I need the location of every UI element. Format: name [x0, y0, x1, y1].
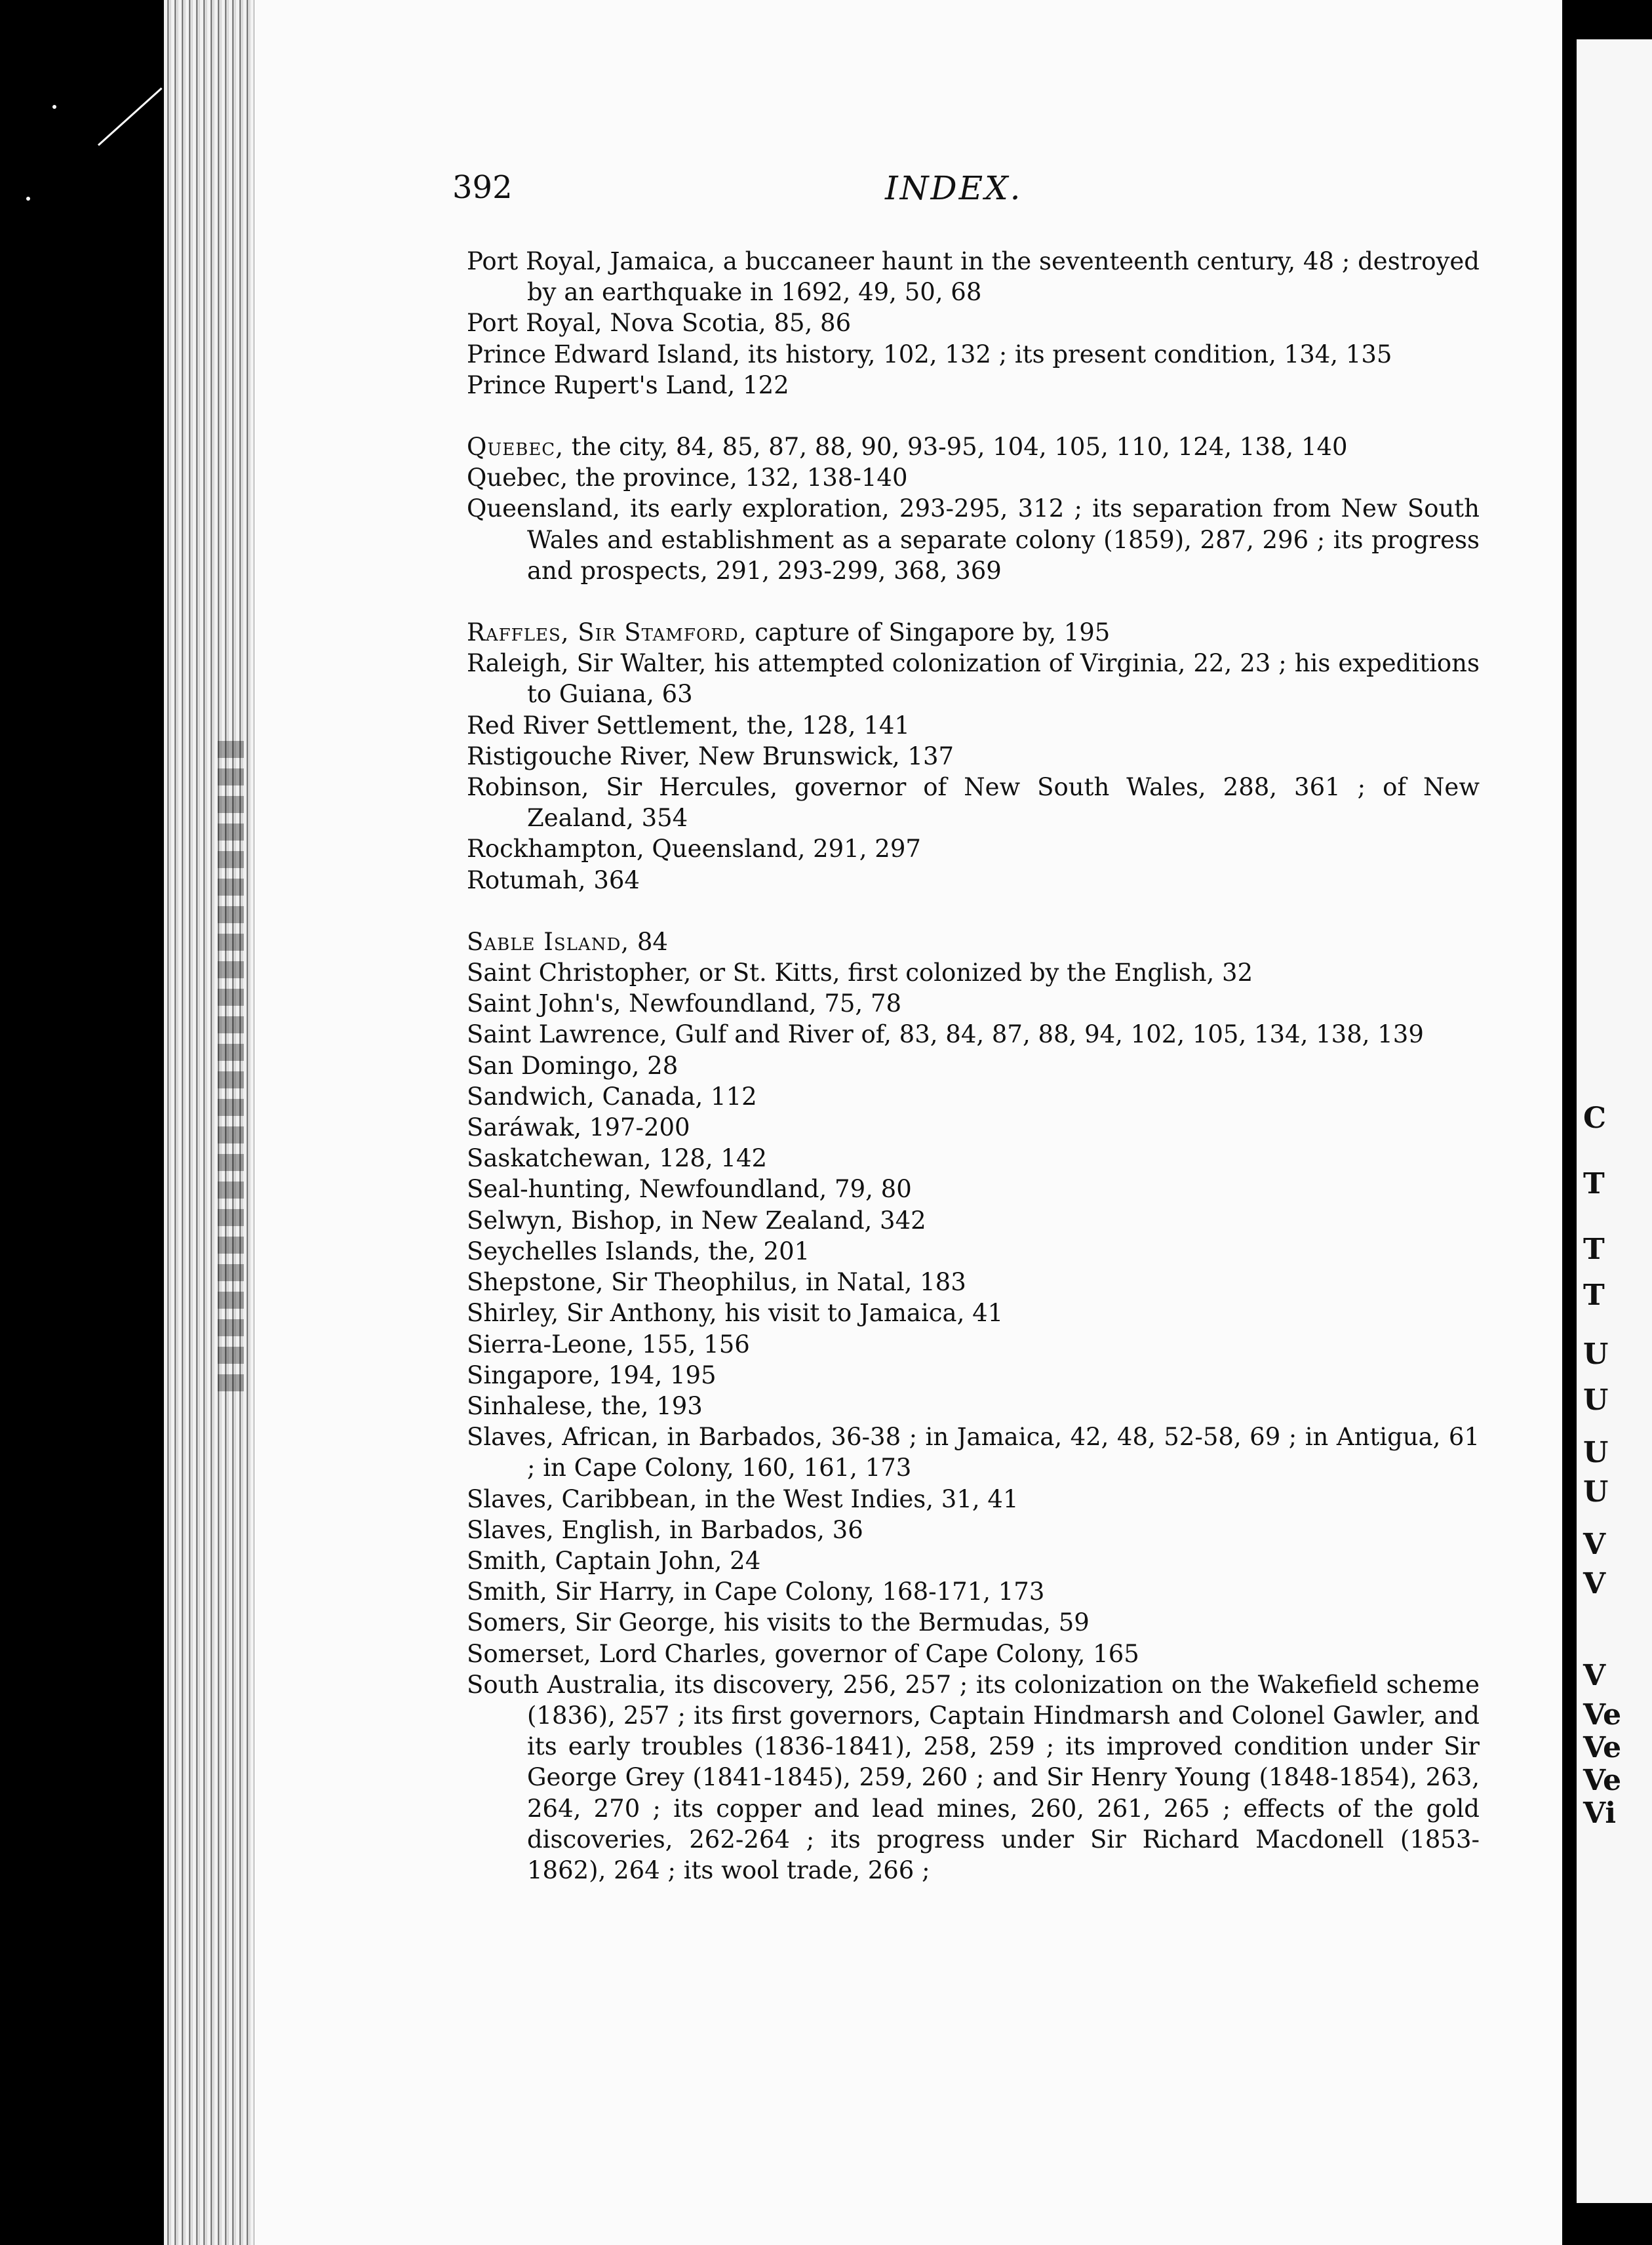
scan-scratch — [98, 87, 163, 146]
index-entry-text: 84 — [629, 927, 668, 956]
index-entry-text: Port Royal, Nova Scotia, 85, 86 — [467, 309, 852, 338]
index-entry-text: Sierra-Leone, 155, 156 — [467, 1330, 750, 1359]
index-entry — [467, 1236, 1480, 1267]
facing-page-fragment: Ve — [1583, 1731, 1622, 1764]
index-entry — [467, 833, 1480, 864]
index-entry-headword: Raffles, Sir Stamford, — [467, 618, 747, 647]
index-entry-text: Rockhampton, Queensland, 291, 297 — [467, 835, 921, 864]
index-entry — [467, 1669, 1480, 1886]
index-entry-text: Selwyn, Bishop, in New Zealand, 342 — [467, 1206, 926, 1235]
index-entry-text: Red River Settlement, the, 128, 141 — [467, 711, 910, 740]
index-entry-text: Shepstone, Sir Theophilus, in Natal, 183 — [467, 1268, 966, 1297]
index-entry — [467, 1143, 1480, 1174]
index-entry — [467, 926, 1480, 957]
facing-page-fragment: U — [1583, 1338, 1609, 1371]
index-entry-text: Somerset, Lord Charles, governor of Cape Colony, 165 — [467, 1639, 1139, 1668]
index-entry-text: Shirley, Sir Anthony, his visit to Jamaica, 41 — [467, 1299, 1004, 1328]
facing-page-fragment: T — [1583, 1279, 1605, 1312]
index-list — [467, 246, 1480, 1886]
index-entry — [467, 1081, 1480, 1112]
letter-section-gap — [467, 586, 1480, 617]
index-entry-text: Saskatchewan, 128, 142 — [467, 1144, 768, 1173]
scan-dust — [52, 105, 56, 109]
index-entry — [467, 1019, 1480, 1050]
index-entry-text: Prince Rupert's Land, 122 — [467, 370, 789, 399]
index-entry — [467, 988, 1480, 1019]
index-entry — [467, 493, 1480, 586]
index-entry-text: Sinhalese, the, 193 — [467, 1391, 703, 1420]
letter-section-gap — [467, 401, 1480, 431]
scan-dust — [26, 197, 30, 201]
facing-page-fragment: V — [1583, 1528, 1606, 1561]
index-entry-text: Slaves, English, in Barbados, 36 — [467, 1515, 863, 1544]
index-entry-text: Ristigouche River, New Brunswick, 137 — [467, 742, 954, 770]
index-entry-text: Port Royal, Jamaica, a buccaneer haunt in the seventeenth century, 48 ; destroyed by an earthquake in 1692, 49, 50, 68 — [467, 247, 1480, 307]
index-entry — [467, 1298, 1480, 1328]
facing-page-fragment: C — [1583, 1102, 1607, 1135]
index-entry-text: Seal-hunting, Newfoundland, 79, 80 — [467, 1175, 912, 1204]
index-entry-text: San Domingo, 28 — [467, 1051, 678, 1080]
index-entry — [467, 741, 1480, 772]
index-entry-text: capture of Singapore by, 195 — [747, 618, 1111, 647]
index-entry — [467, 246, 1480, 308]
index-entry-text: Saint Christopher, or St. Kitts, first colonized by the English, 32 — [467, 959, 1253, 987]
index-entry-text: Saint John's, Newfoundland, 75, 78 — [467, 989, 902, 1018]
index-entry — [467, 1267, 1480, 1298]
index-entry — [467, 1607, 1480, 1638]
index-entry — [467, 1545, 1480, 1576]
index-entry — [467, 1329, 1480, 1360]
facing-page-fragment: Ve — [1583, 1764, 1622, 1797]
index-entry — [467, 710, 1480, 741]
facing-page-fragment: U — [1583, 1475, 1609, 1509]
index-entry-text: Rotumah, 364 — [467, 865, 640, 894]
index-entry-text: Slaves, Caribbean, in the West Indies, 31, 41 — [467, 1484, 1019, 1513]
index-entry — [467, 1484, 1480, 1515]
facing-page-fragment: Ve — [1583, 1698, 1622, 1732]
facing-page-fragment: V — [1583, 1567, 1606, 1600]
index-entry — [467, 339, 1480, 370]
page-header — [452, 169, 1475, 215]
index-entry — [467, 462, 1480, 493]
facing-page-fragment: U — [1583, 1436, 1609, 1469]
index-entry — [467, 1576, 1480, 1607]
library-binding-stamp — [218, 741, 244, 1397]
index-entry-text: Smith, Captain John, 24 — [467, 1546, 761, 1575]
index-entry-text: Smith, Sir Harry, in Cape Colony, 168-171, 173 — [467, 1578, 1045, 1606]
index-entry — [467, 1639, 1480, 1669]
index-entry-text: Saráwak, 197-200 — [467, 1113, 690, 1142]
facing-page-edge — [1577, 39, 1652, 2203]
index-entry-headword: Sable Island, — [467, 927, 630, 956]
index-entry — [467, 648, 1480, 709]
facing-page-fragment: T — [1583, 1233, 1605, 1266]
facing-page-fragment: U — [1583, 1383, 1609, 1417]
index-entry-text: Somers, Sir George, his visits to the Bermudas, 59 — [467, 1608, 1090, 1637]
index-entry — [467, 308, 1480, 338]
index-entry-text: Slaves, African, in Barbados, 36-38 ; in Jamaica, 42, 48, 52-58, 69 ; in Antigua, 61 ; in Cape Colony, 160, 161, 173 — [467, 1423, 1480, 1482]
index-entry — [467, 1391, 1480, 1421]
index-entry-text: Prince Edward Island, its history, 102, 132 ; its present condition, 134, 135 — [467, 340, 1392, 368]
index-entry-text: Quebec, the province, 132, 138-140 — [467, 464, 908, 492]
index-entry-text: Seychelles Islands, the, 201 — [467, 1237, 810, 1265]
facing-page-fragment: T — [1583, 1167, 1605, 1201]
index-entry-text: Sandwich, Canada, 112 — [467, 1082, 757, 1111]
index-entry — [467, 1205, 1480, 1236]
index-entry-text: Singapore, 194, 195 — [467, 1361, 717, 1389]
index-entry-text: Queensland, its early exploration, 293-295, 312 ; its separation from New South Wales and establishment as a separate colony (1859), 287, 296 ; its progress and prospects, 291, 293-299, 368, 369 — [467, 494, 1480, 585]
index-entry — [467, 772, 1480, 833]
index-entry — [467, 431, 1480, 462]
index-entry-text: the city, 84, 85, 87, 88, 90, 93-95, 104, 105, 110, 124, 138, 140 — [563, 433, 1348, 462]
letter-section-gap — [467, 896, 1480, 926]
index-entry-text: South Australia, its discovery, 256, 257 ; its colonization on the Wakefield scheme (1836), 257 ; its first governors, Captain Hindmarsh and Colonel Gawler, and its early troubles (1836-1841), 258, 259 ; its improved condition under Sir George Grey (1841-1845), 259, 260 ; and Sir Henry Young (1848-1854), 263, 264, 270 ; its copper and lead mines, 260, 261, 265 ; effects of the gold discoveries, 262-264 ; its progress under Sir Richard Macdonell (1853-1862), 264 ; its wool trade, 266 ; — [467, 1670, 1480, 1884]
index-entry — [467, 1050, 1480, 1081]
index-entry — [467, 370, 1480, 401]
index-entry — [467, 1360, 1480, 1391]
index-entry — [467, 617, 1480, 648]
running-head: INDEX. — [885, 169, 1023, 207]
index-entry-headword: Quebec, — [467, 433, 564, 462]
facing-page-fragment: V — [1583, 1659, 1606, 1692]
index-entry — [467, 1421, 1480, 1483]
index-entry-text: Raleigh, Sir Walter, his attempted colonization of Virginia, 22, 23 ; his expeditions to Guiana, 63 — [467, 649, 1480, 709]
index-entry — [467, 957, 1480, 988]
index-entry — [467, 1174, 1480, 1204]
index-entry — [467, 865, 1480, 896]
index-entry-text: Saint Lawrence, Gulf and River of, 83, 84, 87, 88, 94, 102, 105, 134, 138, 139 — [467, 1020, 1424, 1049]
index-entry — [467, 1515, 1480, 1545]
index-entry-text: Robinson, Sir Hercules, governor of New South Wales, 288, 361 ; of New Zealand, 354 — [467, 773, 1480, 833]
index-entry — [467, 1112, 1480, 1143]
page-number: 392 — [452, 169, 513, 206]
facing-page-fragment: Vi — [1583, 1797, 1617, 1830]
